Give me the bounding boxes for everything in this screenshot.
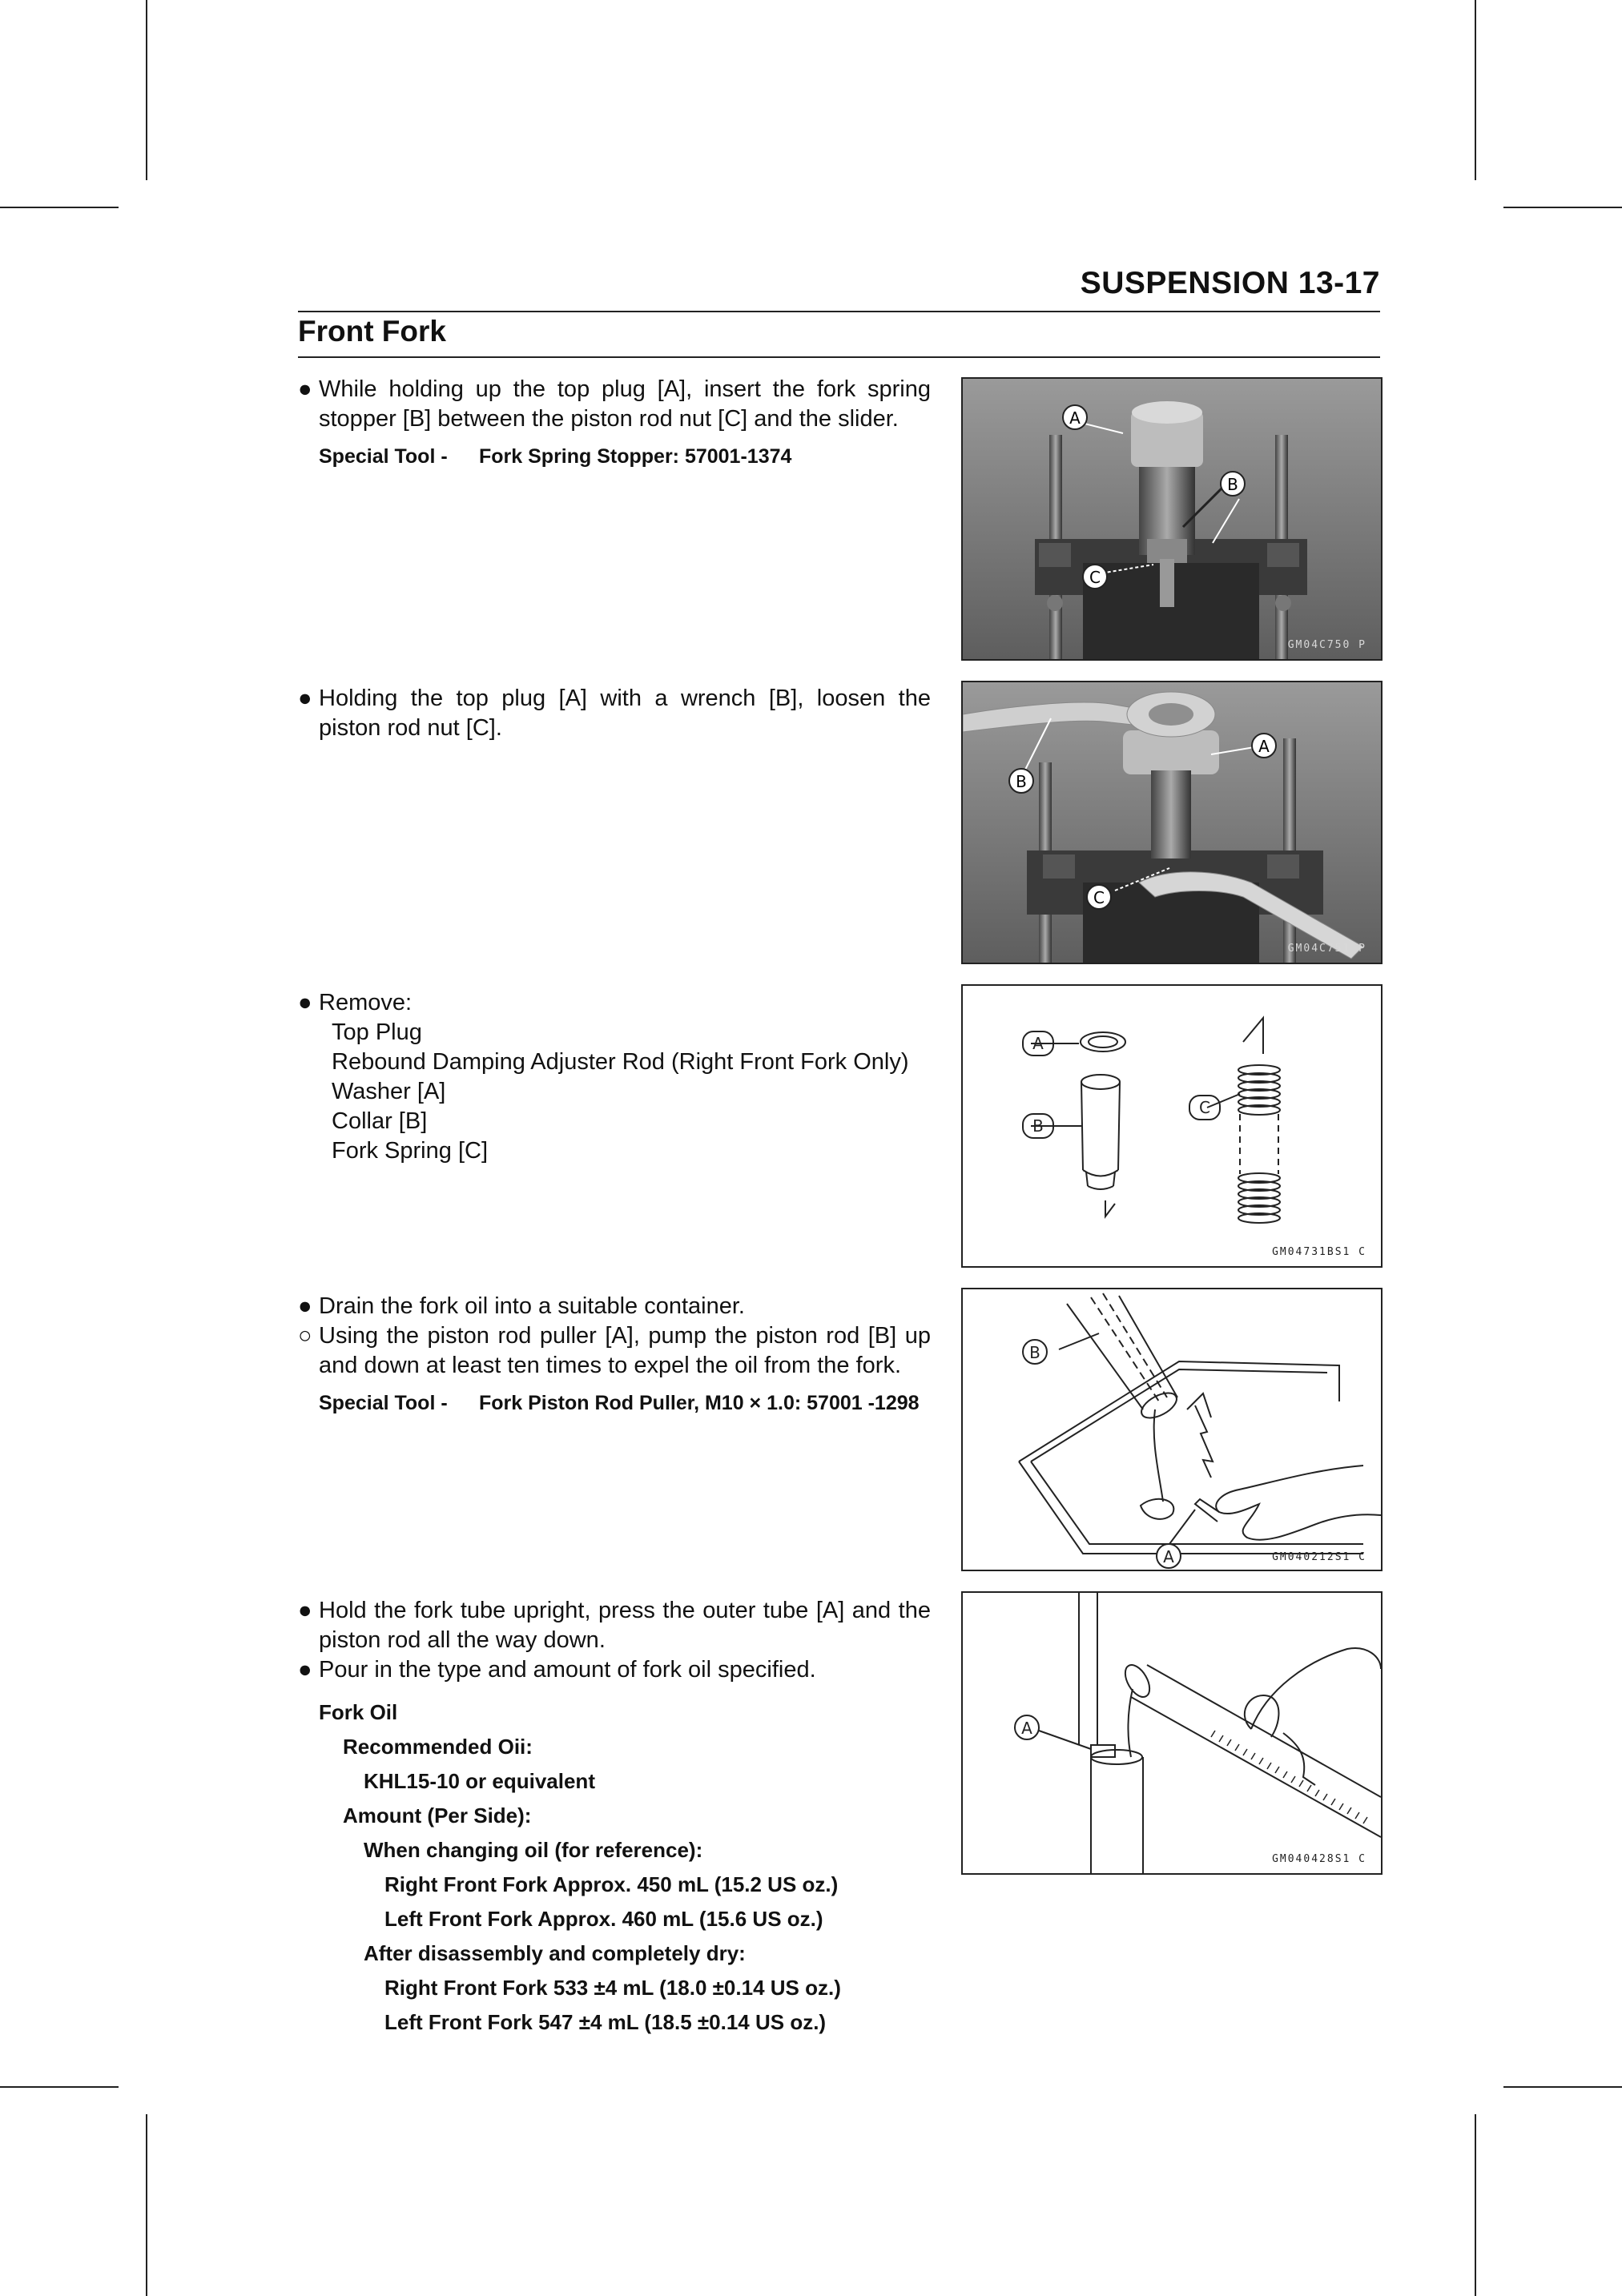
- title-rule: [298, 356, 1380, 358]
- hand-icon: [1245, 1648, 1381, 1785]
- tool-value: Fork Piston Rod Puller, M10 × 1.0: 57001 -1298: [479, 1392, 920, 1414]
- step-text: Using the piston rod puller [A], pump the piston rod [B] up and down at least ten times to expel the oil from the fork.: [319, 1323, 931, 1378]
- spec-label: Recommended Oii:: [343, 1735, 533, 1759]
- crop-mark: [1503, 2086, 1622, 2088]
- fork-tube-icon: [1079, 1593, 1143, 1873]
- step-text: Pour in the type and amount of fork oil specified.: [319, 1657, 816, 1683]
- bullet-item: [298, 1655, 931, 1685]
- step-text: Holding the top plug [A] with a wrench [B], loosen the piston rod nut [C].: [319, 686, 931, 741]
- callout-label: B: [1029, 1343, 1040, 1362]
- collar-icon: [1081, 1075, 1120, 1216]
- figure-oil-pour: [961, 1591, 1383, 1875]
- spec-label: After disassembly and completely dry:: [364, 1941, 746, 1965]
- callout-c: [1087, 885, 1111, 909]
- figure-removed-parts: [961, 984, 1383, 1268]
- callout-a: [1157, 1544, 1181, 1568]
- hand-icon: [1195, 1466, 1381, 1540]
- callout-label: B: [1032, 1116, 1044, 1136]
- tool-label: Special Tool -: [319, 445, 448, 468]
- section-title: Front Fork: [298, 315, 446, 348]
- bullet-item: [298, 1292, 931, 1321]
- remove-item: Fork Spring [C]: [332, 1138, 488, 1164]
- special-tool: [298, 1389, 931, 1418]
- step-3: [298, 988, 931, 1166]
- figure-id: GM04731BS1 C: [1272, 1246, 1366, 1258]
- fork-oil-spec: [298, 1695, 931, 2040]
- callout-b: [1221, 472, 1245, 496]
- figure-spring-stopper-photo: [961, 377, 1383, 661]
- remove-item: Washer [A]: [332, 1079, 446, 1104]
- step-1: [298, 375, 931, 472]
- tool-label: Special Tool -: [319, 1392, 448, 1414]
- remove-item: Rebound Damping Adjuster Rod (Right Front Fork Only): [332, 1049, 909, 1075]
- spec-title: Fork Oil: [319, 1700, 398, 1724]
- callout-c: [1189, 1096, 1220, 1120]
- bullet-icon: ●: [298, 376, 312, 402]
- callout-label: A: [1032, 1034, 1044, 1053]
- callout-a: [1015, 1715, 1039, 1739]
- step-text: Remove:: [319, 990, 413, 1015]
- washer-icon: [1081, 1032, 1125, 1051]
- spec-label: Amount (Per Side):: [343, 1803, 532, 1828]
- bullet-item: [298, 375, 931, 434]
- line-drawing: [963, 1593, 1381, 1873]
- photo-illustration: [963, 682, 1381, 963]
- callout-label: C: [1199, 1098, 1210, 1117]
- bullet-item: [298, 988, 931, 1018]
- bullet-icon: ●: [298, 1657, 312, 1683]
- bullet-icon: ●: [298, 686, 312, 711]
- double-arrow-icon: [1187, 1393, 1213, 1478]
- callout-a: [1252, 734, 1276, 758]
- crop-mark: [1475, 0, 1476, 180]
- callout-label: B: [1016, 772, 1027, 791]
- step-4: [298, 1292, 931, 1418]
- callout-b: [1009, 769, 1033, 793]
- callout-label: A: [1069, 408, 1081, 428]
- crop-mark: [1503, 207, 1622, 208]
- tool-value: Fork Spring Stopper: 57001-1374: [479, 445, 792, 468]
- sub-bullet-item: [298, 1321, 931, 1381]
- callout-label: A: [1021, 1719, 1032, 1738]
- header-rule: [298, 311, 1380, 312]
- callout-label: A: [1163, 1547, 1174, 1566]
- figure-id: GM040212S1 C: [1272, 1551, 1366, 1563]
- callout-c: [1083, 565, 1107, 589]
- bullet-icon: ●: [298, 990, 312, 1015]
- fork-tube-icon: [1067, 1293, 1181, 1519]
- step-text: While holding up the top plug [A], insert the fork spring stopper [B] between the piston rod nut [C] and the slider.: [319, 376, 931, 432]
- callout-label: C: [1089, 568, 1101, 587]
- figure-id: GM04C750 P: [1287, 639, 1366, 651]
- special-tool: [298, 442, 931, 472]
- crop-mark: [0, 2086, 119, 2088]
- bullet-icon: ●: [298, 1293, 312, 1319]
- spec-value: Right Front Fork 533 ±4 mL (18.0 ±0.14 US oz.): [384, 1976, 841, 2000]
- spec-label: When changing oil (for reference):: [364, 1838, 703, 1862]
- line-drawing: [963, 986, 1381, 1266]
- spec-value: Left Front Fork Approx. 460 mL (15.6 US oz.): [384, 1907, 823, 1931]
- step-2: [298, 684, 931, 743]
- bullet-item: [298, 1596, 931, 1655]
- callout-label: A: [1258, 737, 1270, 756]
- line-drawing: [963, 1289, 1381, 1570]
- remove-item: Collar [B]: [332, 1108, 428, 1134]
- spring-icon: [1238, 1018, 1280, 1223]
- crop-mark: [1475, 2114, 1476, 2296]
- measuring-cylinder-icon: [1121, 1661, 1381, 1837]
- photo-illustration: [963, 379, 1381, 659]
- crop-mark: [146, 0, 147, 180]
- callout-b: [1023, 1340, 1047, 1364]
- callout-label: B: [1227, 475, 1238, 494]
- spec-value: Left Front Fork 547 ±4 mL (18.5 ±0.14 US oz.): [384, 2010, 827, 2034]
- callout-label: C: [1093, 888, 1105, 907]
- crop-mark: [146, 2114, 147, 2296]
- step-5: [298, 1596, 931, 1685]
- step-text: Drain the fork oil into a suitable container.: [319, 1293, 745, 1319]
- figure-id: GM040428S1 C: [1272, 1853, 1366, 1865]
- spec-value: Right Front Fork Approx. 450 mL (15.2 US oz.): [384, 1872, 839, 1896]
- figure-wrench-photo: [961, 681, 1383, 964]
- spec-value: KHL15-10 or equivalent: [364, 1769, 595, 1793]
- figure-id: GM04C751 P: [1287, 943, 1366, 955]
- callout-a: [1063, 405, 1087, 429]
- figure-oil-drain: [961, 1288, 1383, 1571]
- hollow-bullet-icon: ○: [298, 1323, 312, 1349]
- bullet-item: [298, 684, 931, 743]
- remove-item: Top Plug: [332, 1019, 422, 1045]
- step-text: Hold the fork tube upright, press the outer tube [A] and the piston rod all the way down.: [319, 1598, 931, 1653]
- bullet-icon: ●: [298, 1598, 312, 1623]
- crop-mark: [0, 207, 119, 208]
- page-header: SUSPENSION 13-17: [1080, 266, 1380, 300]
